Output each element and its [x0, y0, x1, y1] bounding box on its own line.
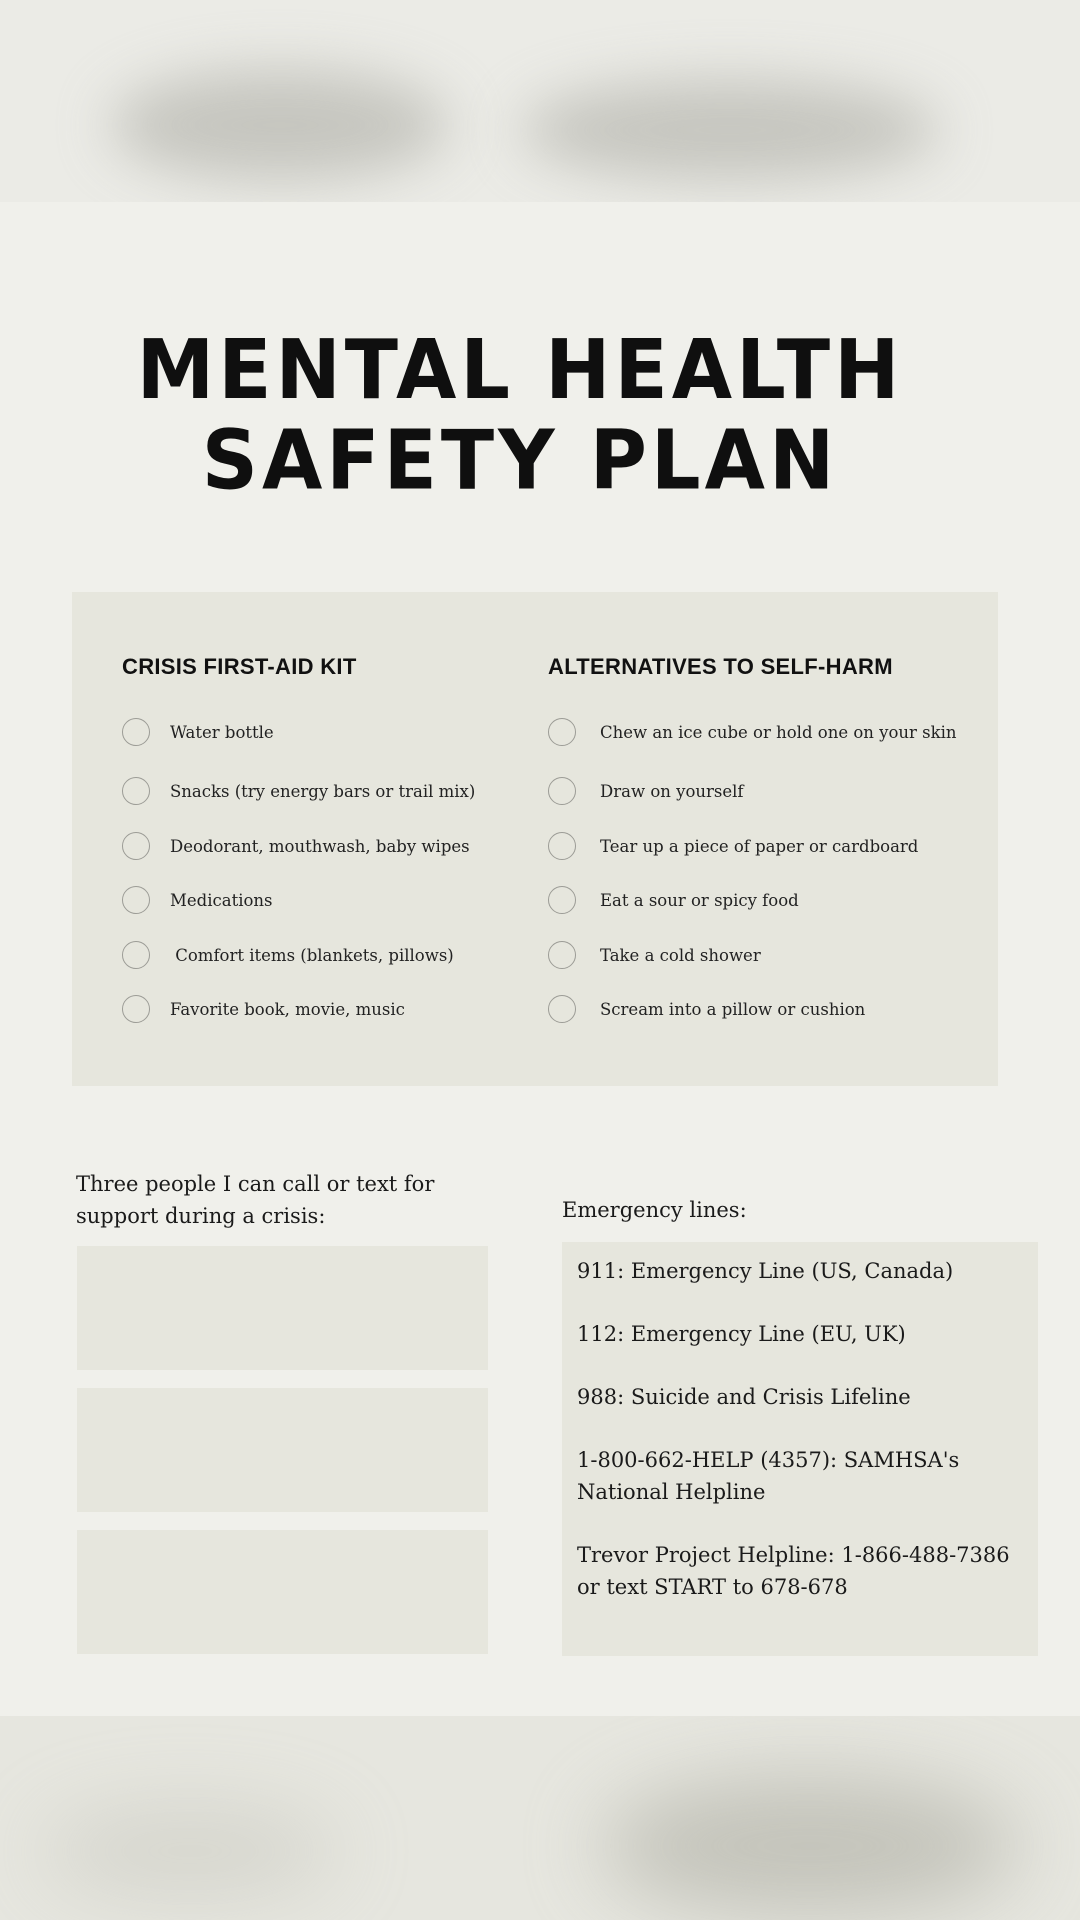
checklists-panel: [72, 592, 998, 1086]
kit-item[interactable]: [122, 716, 274, 748]
kit-item-label: Medications: [170, 890, 273, 910]
alternative-item[interactable]: [548, 775, 744, 807]
emergency-line: Trevor Project Helpline: 1-866-488-7386 or text START to 678-678: [577, 1543, 1010, 1599]
emergency-line: 911: Emergency Line (US, Canada): [577, 1259, 954, 1283]
kit-item[interactable]: [122, 993, 405, 1025]
blurred-header-background: [0, 0, 1080, 202]
alternative-item[interactable]: [548, 939, 761, 971]
emergency-line: 988: Suicide and Crisis Lifeline: [577, 1385, 911, 1409]
alternative-item[interactable]: [548, 993, 865, 1025]
alternative-item-label: Tear up a piece of paper or cardboard: [600, 836, 919, 856]
kit-item-label: Snacks (try energy bars or trail mix): [170, 781, 476, 801]
page-title: [0, 323, 1040, 509]
checkbox-circle[interactable]: [122, 832, 150, 860]
emergency-lines-box: [562, 1242, 1038, 1656]
checkbox-circle[interactable]: [122, 941, 150, 969]
checkbox-circle[interactable]: [548, 777, 576, 805]
checkbox-circle[interactable]: [548, 832, 576, 860]
kit-item[interactable]: [122, 884, 273, 916]
emergency-line: 1-800-662-HELP (4357): SAMHSA's National Helpline: [577, 1448, 960, 1504]
checkbox-circle[interactable]: [548, 718, 576, 746]
alternative-item-label: Scream into a pillow or cushion: [600, 999, 866, 1019]
support-contact-box-2[interactable]: [77, 1388, 488, 1512]
safety-plan-page: [0, 202, 1080, 1716]
alternative-item[interactable]: [548, 884, 799, 916]
kit-item[interactable]: [122, 775, 475, 807]
kit-item[interactable]: [122, 939, 454, 971]
alternative-item-label: Draw on yourself: [600, 781, 744, 801]
emergency-lines-label: Emergency lines:: [562, 1198, 747, 1222]
alternative-item-label: Chew an ice cube or hold one on your skin: [600, 722, 957, 742]
checkbox-circle[interactable]: [122, 995, 150, 1023]
emergency-line: 112: Emergency Line (EU, UK): [577, 1322, 906, 1346]
alternatives-heading: ALTERNATIVES TO SELF-HARM: [548, 654, 893, 679]
title-line-1: MENTAL HEALTH: [136, 323, 904, 419]
checkbox-circle[interactable]: [122, 777, 150, 805]
kit-item-label: Water bottle: [170, 722, 274, 742]
blurred-footer-background: [0, 1716, 1080, 1920]
alternative-item[interactable]: [548, 830, 918, 862]
kit-item-label: Comfort items (blankets, pillows): [170, 945, 454, 965]
support-contact-box-3[interactable]: [77, 1530, 488, 1654]
title-line-2: SAFETY PLAN: [201, 413, 839, 509]
alternative-item-label: Take a cold shower: [600, 945, 761, 965]
checkbox-circle[interactable]: [548, 886, 576, 914]
checkbox-circle[interactable]: [122, 718, 150, 746]
support-contact-box-1[interactable]: [77, 1246, 488, 1370]
checkbox-circle[interactable]: [548, 995, 576, 1023]
checkbox-circle[interactable]: [122, 886, 150, 914]
kit-item-label: Deodorant, mouthwash, baby wipes: [170, 836, 470, 856]
support-people-label: Three people I can call or text for support during a crisis:: [76, 1172, 435, 1228]
checkbox-circle[interactable]: [548, 941, 576, 969]
alternative-item-label: Eat a sour or spicy food: [600, 890, 799, 910]
crisis-kit-heading: CRISIS FIRST-AID KIT: [122, 654, 357, 679]
kit-item[interactable]: [122, 830, 470, 862]
alternative-item[interactable]: [548, 716, 957, 748]
kit-item-label: Favorite book, movie, music: [170, 999, 405, 1019]
